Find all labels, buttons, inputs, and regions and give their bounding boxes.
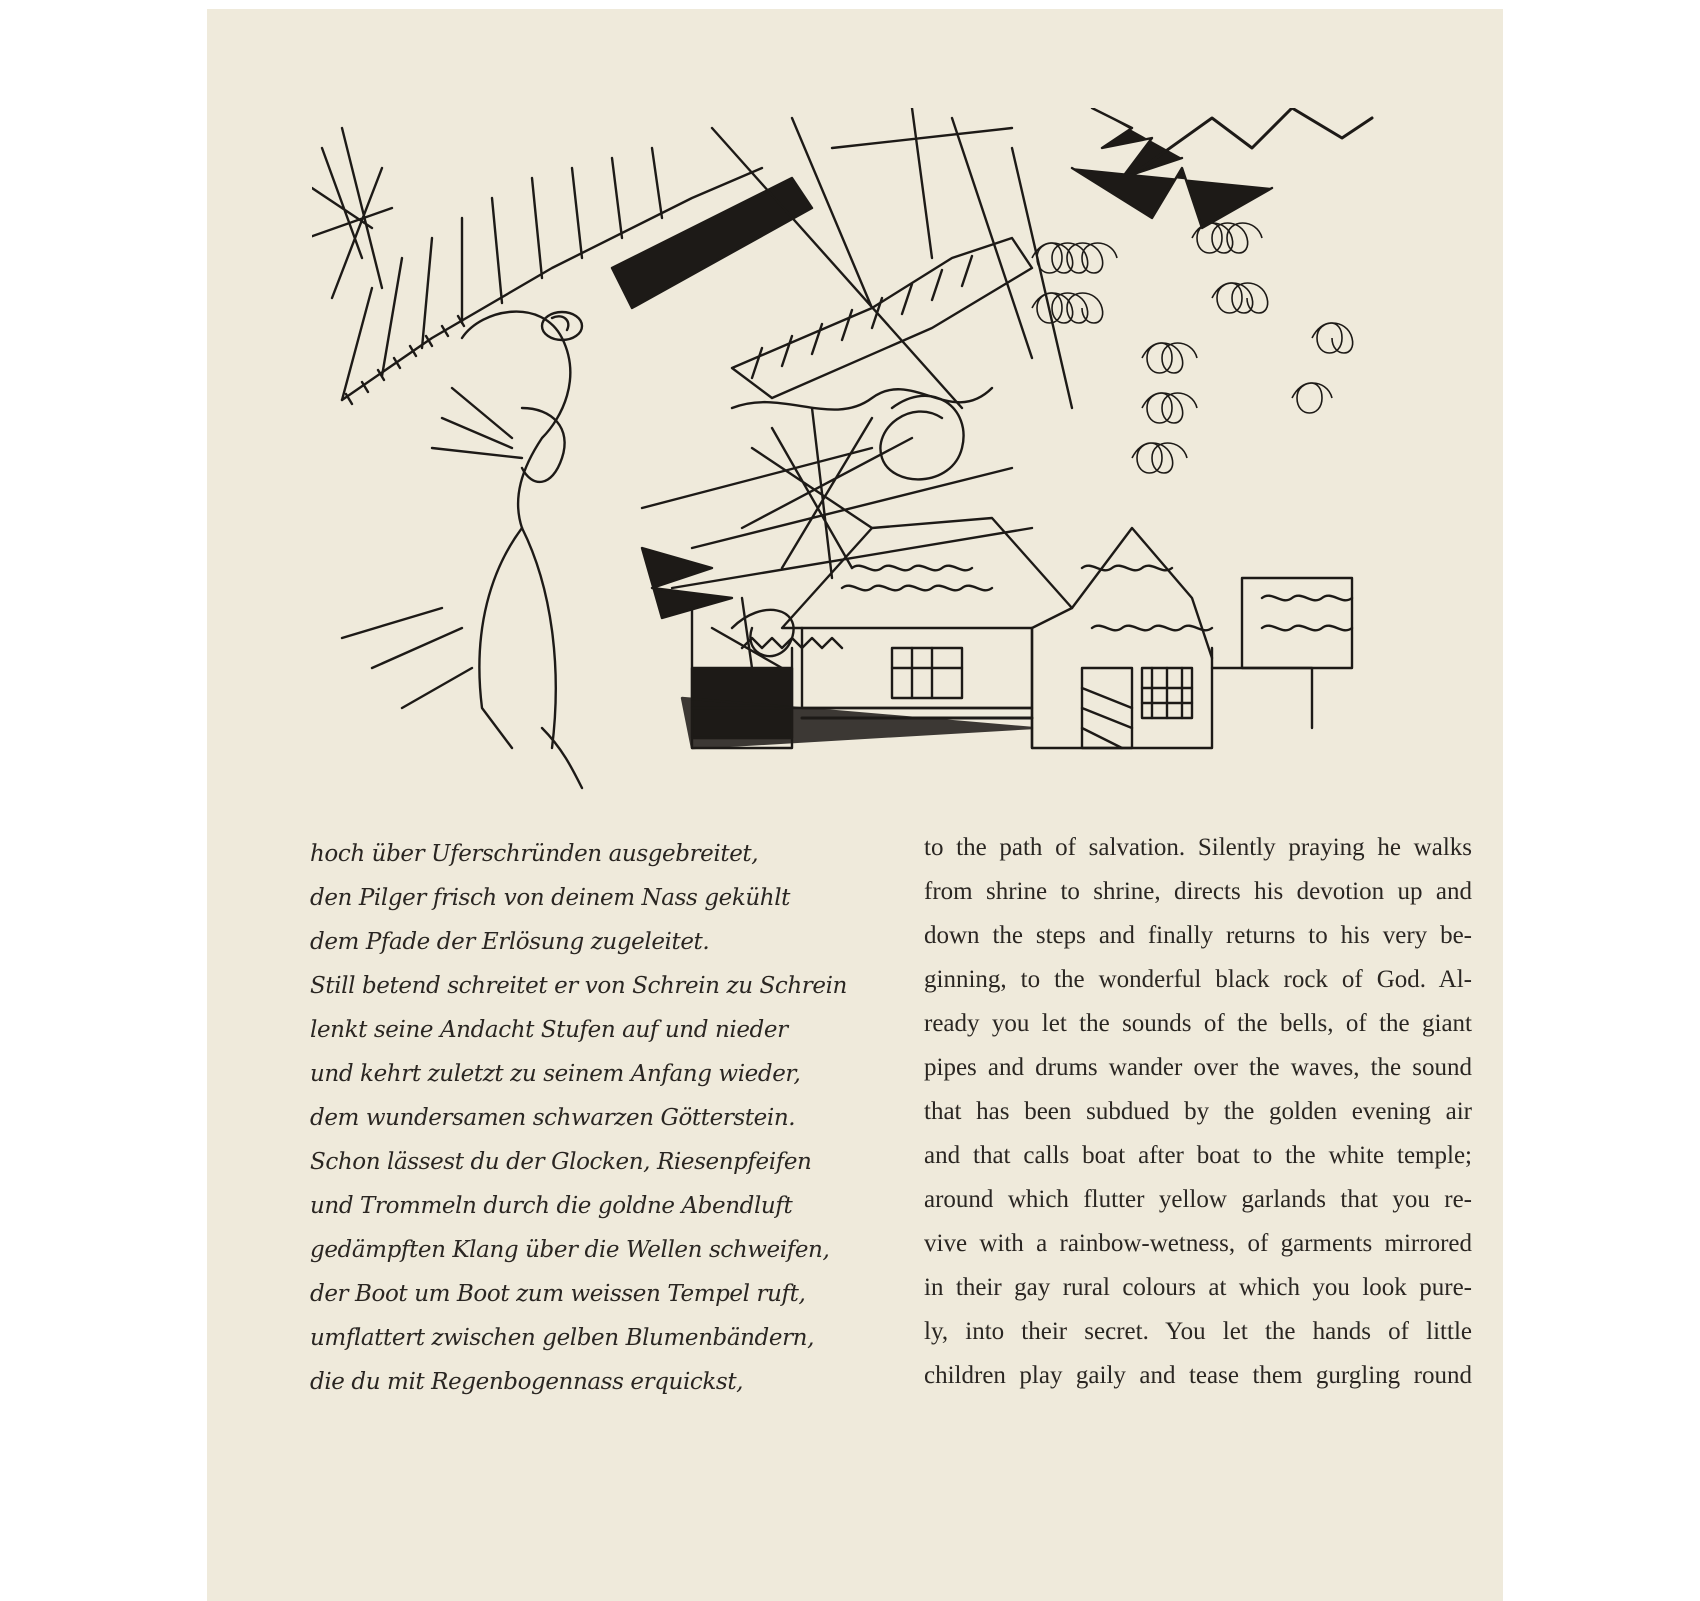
prose-line: in their gay rural colours at which you look pure-: [924, 1274, 1472, 1301]
verse-line: und Trommeln durch die goldne Abendluft: [310, 1193, 793, 1219]
prose-line: ready you let the sounds of the bells, of the giant: [924, 1010, 1472, 1037]
prose-line: around which flutter yellow garlands that you re-: [924, 1186, 1472, 1213]
prose-line: children play gaily and tease them gurgling round: [924, 1362, 1472, 1389]
verse-line: den Pilger frisch von deinem Nass gekühlt: [310, 885, 791, 911]
english-prose-column: [924, 826, 1472, 1398]
verse-line: und kehrt zuletzt zu seinem Anfang wieder,: [310, 1061, 801, 1087]
pen-drawing-illustration: [312, 108, 1462, 838]
prose-line: and that calls boat after boat to the white temple;: [924, 1142, 1472, 1169]
verse-line: dem wundersamen schwarzen Götterstein.: [310, 1105, 796, 1131]
german-verse-column: [310, 832, 847, 1404]
prose-line: from shrine to shrine, directs his devotion up and: [924, 878, 1472, 905]
prose-line: pipes and drums wander over the waves, the sound: [924, 1054, 1472, 1081]
verse-line: umflattert zwischen gelben Blumenbändern,: [310, 1325, 814, 1351]
verse-line: lenkt seine Andacht Stufen auf und nieder: [310, 1017, 788, 1043]
verse-line: die du mit Regenbogennass erquickst,: [310, 1369, 744, 1395]
prose-line: ly, into their secret. You let the hands of little: [924, 1318, 1472, 1345]
verse-line: gedämpften Klang über die Wellen schweifen,: [310, 1237, 830, 1263]
prose-line: that has been subdued by the golden evening air: [924, 1098, 1472, 1125]
verse-line: hoch über Uferschründen ausgebreitet,: [310, 841, 759, 867]
prose-line: ginning, to the wonderful black rock of God. Al-: [924, 966, 1472, 993]
prose-line: to the path of salvation. Silently praying he walks: [924, 834, 1472, 861]
verse-line: Schon lässest du der Glocken, Riesenpfeifen: [310, 1149, 812, 1175]
prose-line: down the steps and finally returns to his very be-: [924, 922, 1472, 949]
verse-line: Still betend schreitet er von Schrein zu Schrein: [310, 973, 847, 999]
verse-line: dem Pfade der Erlösung zugeleitet.: [310, 929, 710, 955]
verse-line: der Boot um Boot zum weissen Tempel ruft,: [310, 1281, 806, 1307]
prose-line: vive with a rainbow-wetness, of garments mirrored: [924, 1230, 1472, 1257]
